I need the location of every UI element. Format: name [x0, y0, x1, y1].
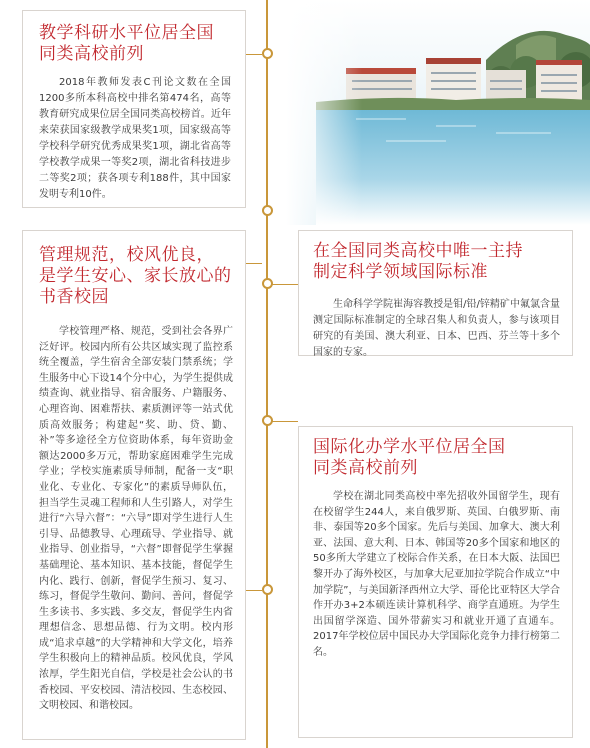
timeline-node-5 [262, 584, 273, 595]
title-line: 教学科研水平位居全国 [39, 23, 214, 43]
section-card-standard [298, 230, 573, 356]
title-line: 管理规范，校风优良， [39, 245, 214, 265]
timeline-node-2 [262, 205, 273, 216]
timeline-connector-1 [246, 54, 262, 55]
section-body-management: 学校管理严格、规范，受到社会各界广泛好评。校园内所有公共区域实现了监控系统全覆盖，学生宿舍全部安装门禁系统；学生服务中心下设14个分中心，为学生提供成绩查询、就业指导、宿舍服务、户籍服务、心理咨询、困难帮扶、素质测评等一站式优质高效服务；构建起“奖、助、贷、勤、补”等多途径全方位资助体系，每年资助金额达2000多万元，帮助家庭困难学生完成学业；学校实施素质导师制，配备一支“职业化、专业化、专家化”的素质导师队伍，担当学生灵魂工程师和人生引路人，对学生进行“六导六督”：“六导”即对学生进行人生引导、品德教导、心理疏导、学业指导、就业指导、创业指导，“六督”即督促学生掌握基础理论、基本知识、基本技能，督促学生内化、践行、创新，督促学生预习、复习、练习，督促学生敬问、勤问、善问，督促学生多读书、多实践、多交友，督促学生内省理想信念、思想品德、行为文明。校内形成“追求卓越”的大学精神和大学文化，培养学生积极向上的精神品质。校风优良，学风浓厚，学生阳光自信，学校是社会公认的书香校园、平安校园、清洁校园、生态校园、文明校园、和谐校园。 [39, 326, 233, 712]
timeline-node-3 [262, 278, 273, 289]
timeline-line [266, 0, 268, 748]
section-title-standard [313, 241, 560, 283]
timeline-connector-3 [272, 284, 298, 285]
title-line: 是学生安心、家长放心的 [39, 266, 232, 286]
title-line: 同类高校前列 [313, 458, 418, 478]
section-card-management [22, 230, 246, 740]
timeline-node-4 [262, 415, 273, 426]
section-body-research: 2018年教师发表C刊论文数在全国1200多所本科高校中排名第474名，高等教育研究成果位居全国同类高校榜首。近年来荣获国家级教学成果奖1项，国家级高等学校科学研究优秀成果奖1项，湖北省高等学校教学成果一等奖2项，湖北省科技进步二等奖2项；获各项专利188件，其中国家发明专利10件。 [39, 77, 231, 200]
section-body-standard: 生命科学学院崔海容教授是钼/铅/锌精矿中氟氯含量测定国际标准制定的全球召集人和负责人，参与该项目研究的有美国、澳大利亚、日本、巴西、芬兰等十多个国家的专家。 [313, 299, 560, 358]
section-card-international [298, 426, 573, 738]
section-title-research [39, 23, 231, 65]
section-title-management [39, 245, 233, 308]
title-line: 国际化办学水平位居全国 [313, 437, 506, 457]
section-card-research [22, 10, 246, 208]
timeline-node-1 [262, 48, 273, 59]
title-line: 制定科学领域国际标准 [313, 262, 488, 282]
title-line: 同类高校前列 [39, 44, 144, 64]
timeline-connector-5 [246, 590, 262, 591]
section-body-international: 学校在湖北同类高校中率先招收外国留学生，现有在校留学生244人，来自俄罗斯、英国、白俄罗斯、南非、泰国等20多个国家。先后与美国、加拿大、澳大利亚、法国、意大利、日本、韩国等20多个国家和地区的50多所大学建立了校际合作关系，在日本大阪、法国巴黎开办了海外校区，与加拿大尼亚加拉学院合作成立“中加学院”，与美国新泽西州立大学、哥伦比亚特区大学合作开办3+2本硕连读计算机科学、商学直通班。为学生出国留学深造、国外带薪实习和就业开通了直通车。2017年学校位居中国民办大学国际化竞争力排行榜第二名。 [313, 491, 560, 658]
campus-lakeside-photo [286, 0, 590, 225]
section-title-international [313, 437, 560, 479]
timeline-connector-2 [246, 263, 262, 264]
timeline-connector-4 [272, 421, 298, 422]
title-line: 书香校园 [39, 287, 109, 307]
title-line: 在全国同类高校中唯一主持 [313, 241, 523, 261]
